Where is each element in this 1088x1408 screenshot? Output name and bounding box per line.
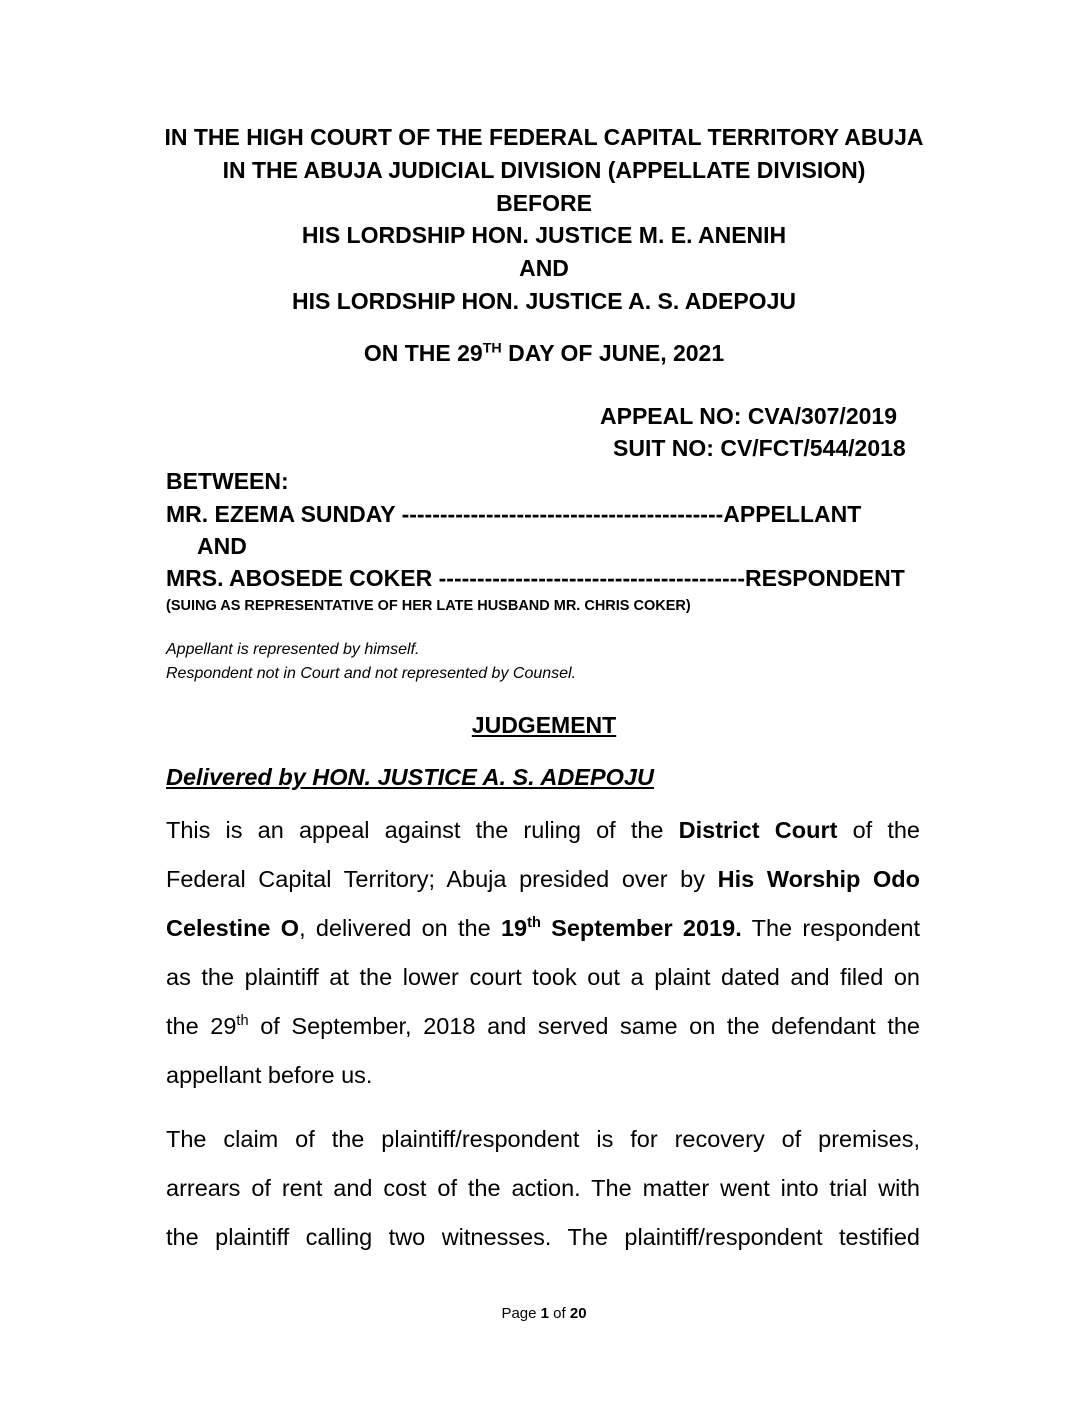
page-of: of [549, 1305, 570, 1322]
text-run: of the [837, 817, 920, 843]
paragraph-two-line: The claim of the plaintiff/respondent is for recovery of premises, [166, 1126, 920, 1152]
paragraph-two [166, 1115, 920, 1262]
justice-two: HIS LORDSHIP HON. JUSTICE A. S. ADEPOJU [292, 288, 796, 314]
respondent-note: (SUING AS REPRESENTATIVE OF HER LATE HUSBAND MR. CHRIS COKER) [166, 598, 691, 614]
respondent-name: MRS. ABOSEDE COKER [166, 565, 439, 591]
respondent-representation: Respondent not in Court and not represented by Counsel. [166, 665, 577, 682]
delivered-by: Delivered by HON. JUSTICE A. S. ADEPOJU [166, 764, 654, 790]
page-label: Page [501, 1305, 541, 1322]
paragraph-one-line [166, 806, 920, 855]
appellant-representation: Appellant is represented by himself. [166, 641, 420, 658]
appellant-name: MR. EZEMA SUNDAY [166, 501, 402, 527]
parties-and: AND [197, 533, 247, 559]
justice-one: HIS LORDSHIP HON. JUSTICE M. E. ANENIH [301, 222, 787, 248]
respondent-role: RESPONDENT [745, 565, 905, 591]
ruling-month-year: September 2019. [540, 915, 742, 941]
text-run: This is an appeal against the ruling of the [166, 817, 679, 843]
suit-number: SUIT NO: CV/FCT/544/2018 [613, 435, 906, 461]
judgement-title: JUDGEMENT [471, 712, 617, 738]
paragraph-one-line [166, 855, 920, 904]
appeal-number: APPEAL NO: CVA/307/2019 [600, 403, 897, 429]
magistrate-name: His Worship Odo [717, 866, 920, 892]
plaint-day-sup: th [236, 1013, 249, 1030]
between-label: BETWEEN: [166, 468, 289, 494]
hearing-date-prefix: ON THE 29 [363, 340, 483, 366]
hearing-date-sup: TH [482, 340, 502, 357]
appellant-role: APPELLANT [723, 501, 862, 527]
paragraph-two-line: arrears of rent and cost of the action. The matter went into trial with [166, 1175, 920, 1201]
page-total: 20 [569, 1305, 587, 1322]
text-run: the 29 [166, 1013, 237, 1039]
appellant-dashes: ------------------------------------------ [401, 501, 724, 527]
text-run: Federal Capital Territory; Abuja presided over by [166, 866, 718, 892]
text-run: of September, 2018 and served same on the defendant the [248, 1013, 920, 1039]
text-run: The respondent [741, 915, 921, 941]
appellant-line [166, 501, 861, 528]
hearing-date [0, 340, 1088, 367]
hearing-date-suffix: DAY OF JUNE, 2021 [501, 340, 725, 366]
before-label: BEFORE [496, 190, 592, 216]
court-title: IN THE HIGH COURT OF THE FEDERAL CAPITAL TERRITORY ABUJA [164, 124, 924, 150]
ruling-date [501, 915, 742, 941]
ruling-day: 19 [500, 915, 528, 941]
paragraph-one-line: appellant before us. [166, 1062, 373, 1088]
paragraph-one [166, 806, 920, 1100]
respondent-dashes: ---------------------------------------- [438, 565, 745, 591]
respondent-line [166, 565, 905, 592]
ruling-day-sup: th [527, 915, 541, 932]
district-court-term: District Court [678, 817, 838, 843]
page-current: 1 [540, 1305, 549, 1322]
and-label: AND [519, 255, 569, 281]
text-run: , delivered on the [299, 915, 501, 941]
page-number [0, 1305, 1088, 1322]
magistrate-name-cont: Celestine O [166, 915, 300, 941]
paragraph-one-line [166, 904, 920, 953]
paragraph-two-line: the plaintiff calling two witnesses. The plaintiff/respondent testified [166, 1224, 920, 1250]
division-title: IN THE ABUJA JUDICIAL DIVISION (APPELLATE DIVISION) [222, 157, 866, 183]
paragraph-one-line: as the plaintiff at the lower court took out a plaint dated and filed on [166, 964, 920, 990]
paragraph-one-line [166, 1002, 920, 1051]
